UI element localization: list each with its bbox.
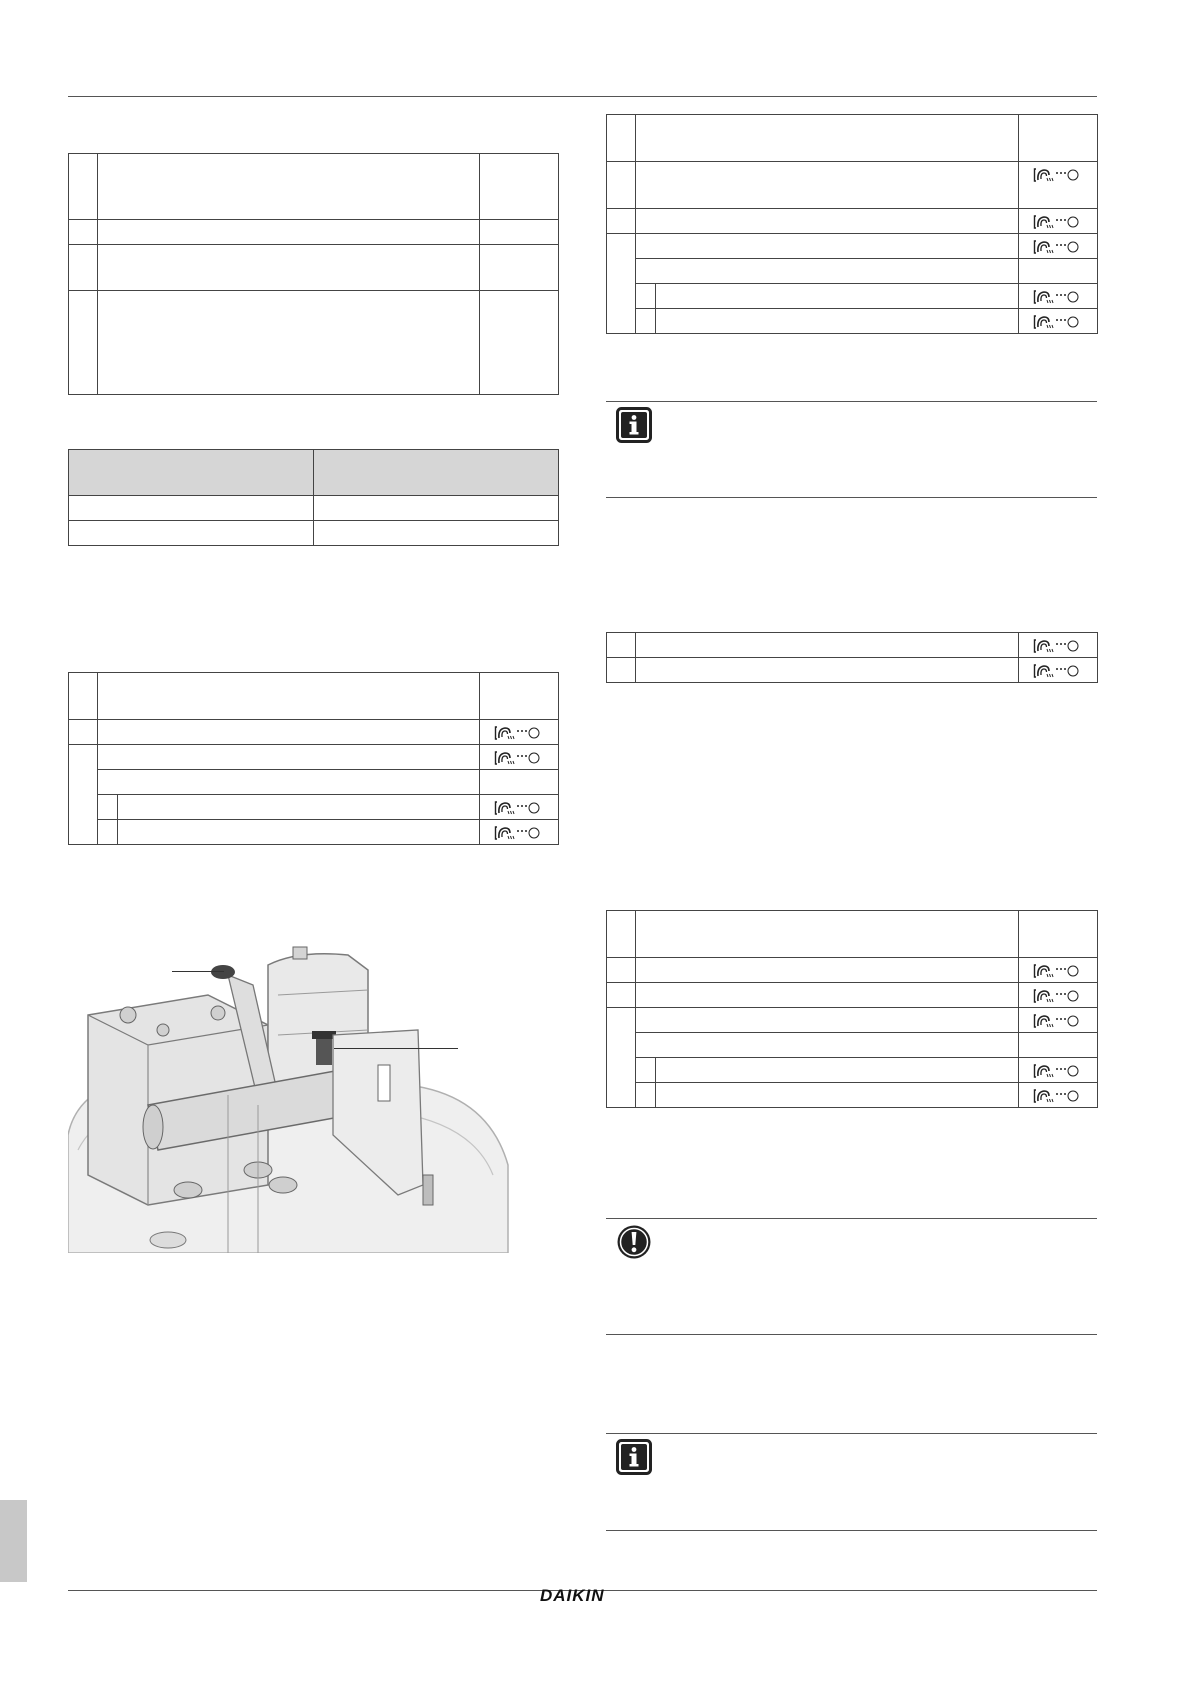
table-left-1 <box>68 153 559 395</box>
table-cell <box>118 795 480 820</box>
table-cell <box>636 1008 1019 1033</box>
notice-rule <box>606 401 1097 402</box>
table-cell <box>636 1083 656 1108</box>
table-row <box>69 745 559 770</box>
permission-cell <box>1019 983 1098 1008</box>
table-row <box>607 983 1098 1008</box>
table-row <box>69 245 559 291</box>
table-cell <box>636 309 656 334</box>
user-permission-icon <box>494 800 542 816</box>
permission-cell <box>480 745 559 770</box>
table-cell <box>607 234 636 334</box>
table-cell <box>636 209 1019 234</box>
table-row <box>607 958 1098 983</box>
table-cell <box>69 245 98 291</box>
table-cell <box>1019 1033 1098 1058</box>
table-cell <box>656 309 1019 334</box>
table-cell <box>98 154 480 220</box>
table-cell <box>636 162 1019 209</box>
table-cell <box>636 115 1019 162</box>
table-cell <box>69 496 314 521</box>
permission-cell <box>480 820 559 845</box>
table-left-3 <box>68 672 559 845</box>
table-right-2 <box>606 632 1098 683</box>
table-cell <box>636 1058 656 1083</box>
table-cell <box>480 154 559 220</box>
permission-cell <box>1019 1008 1098 1033</box>
permission-cell <box>1019 162 1098 209</box>
permission-cell <box>480 720 559 745</box>
user-permission-icon <box>1033 167 1081 183</box>
table-cell <box>636 1033 1019 1058</box>
info-icon <box>616 1439 652 1475</box>
table-right-3 <box>606 910 1098 1108</box>
table-cell <box>480 291 559 395</box>
table-row <box>69 521 559 546</box>
callout-line-1 <box>172 971 224 972</box>
table-cell <box>98 291 480 395</box>
table-row <box>607 209 1098 234</box>
table-cell <box>98 673 480 720</box>
page-side-tab <box>0 1500 27 1582</box>
notice-rule <box>606 1218 1097 1219</box>
table-row <box>607 115 1098 162</box>
permission-cell <box>1019 1083 1098 1108</box>
table-row <box>69 154 559 220</box>
table-cell <box>636 234 1019 259</box>
table-cell <box>480 245 559 291</box>
table-cell <box>636 658 1019 683</box>
table-cell <box>656 1058 1019 1083</box>
table-cell <box>656 284 1019 309</box>
notice-rule <box>606 1433 1097 1434</box>
table-cell <box>69 154 98 220</box>
table-cell <box>98 245 480 291</box>
table-cell <box>636 284 656 309</box>
table-header-row <box>69 450 559 496</box>
table-row <box>607 1033 1098 1058</box>
user-permission-icon <box>1033 1063 1081 1079</box>
user-permission-icon <box>1033 289 1081 305</box>
exclamation-icon <box>616 1224 652 1260</box>
table-row <box>607 234 1098 259</box>
permission-cell <box>1019 958 1098 983</box>
table-cell <box>1019 911 1098 958</box>
table-cell <box>69 521 314 546</box>
table-row <box>69 220 559 245</box>
permission-cell <box>1019 658 1098 683</box>
permission-cell <box>1019 284 1098 309</box>
table-row <box>69 795 559 820</box>
table-row <box>607 309 1098 334</box>
table-row <box>607 911 1098 958</box>
table-cell <box>480 220 559 245</box>
table-row <box>607 633 1098 658</box>
table-cell <box>636 958 1019 983</box>
table-row <box>607 1058 1098 1083</box>
table-cell <box>98 745 480 770</box>
table-cell <box>98 720 480 745</box>
table-cell <box>607 1008 636 1108</box>
table-cell <box>607 209 636 234</box>
table-left-2 <box>68 449 559 546</box>
table-cell <box>607 633 636 658</box>
user-permission-icon <box>494 750 542 766</box>
table-cell <box>69 673 98 720</box>
permission-cell <box>1019 633 1098 658</box>
table-cell <box>314 496 559 521</box>
table-cell <box>636 911 1019 958</box>
table-cell <box>314 450 559 496</box>
table-cell <box>69 291 98 395</box>
table-row <box>607 162 1098 209</box>
table-cell <box>98 770 480 795</box>
table-row <box>607 658 1098 683</box>
table-right-1 <box>606 114 1098 334</box>
table-cell <box>636 259 1019 284</box>
notice-rule <box>606 1530 1097 1531</box>
daikin-logo: DAIKIN <box>540 1586 605 1605</box>
header-rule <box>68 96 1097 97</box>
table-cell <box>607 911 636 958</box>
user-permission-icon <box>494 725 542 741</box>
notice-rule <box>606 497 1097 498</box>
permission-cell <box>1019 234 1098 259</box>
table-cell <box>1019 259 1098 284</box>
permission-cell <box>1019 309 1098 334</box>
table-row <box>607 259 1098 284</box>
table-cell <box>69 745 98 845</box>
table-row <box>69 770 559 795</box>
table-cell <box>480 673 559 720</box>
user-permission-icon <box>1033 638 1081 654</box>
user-permission-icon <box>1033 314 1081 330</box>
table-cell <box>607 983 636 1008</box>
table-row <box>607 1083 1098 1108</box>
table-row <box>69 673 559 720</box>
permission-cell <box>1019 1058 1098 1083</box>
table-cell <box>98 220 480 245</box>
table-row <box>69 496 559 521</box>
table-row <box>69 720 559 745</box>
table-cell <box>1019 115 1098 162</box>
table-row <box>607 1008 1098 1033</box>
user-permission-icon <box>1033 214 1081 230</box>
table-cell <box>480 770 559 795</box>
notice-rule <box>606 1334 1097 1335</box>
user-permission-icon <box>1033 1088 1081 1104</box>
table-cell <box>69 720 98 745</box>
table-cell <box>607 958 636 983</box>
table-cell <box>656 1083 1019 1108</box>
table-cell <box>636 983 1019 1008</box>
permission-cell <box>1019 209 1098 234</box>
table-cell <box>636 633 1019 658</box>
table-cell <box>69 450 314 496</box>
user-permission-icon <box>1033 239 1081 255</box>
unit-illustration <box>68 935 510 1253</box>
user-permission-icon <box>1033 988 1081 1004</box>
table-cell <box>118 820 480 845</box>
table-row <box>69 291 559 395</box>
permission-cell <box>480 795 559 820</box>
table-row <box>69 820 559 845</box>
table-cell <box>69 220 98 245</box>
table-cell <box>314 521 559 546</box>
table-cell <box>98 795 118 820</box>
user-permission-icon <box>1033 1013 1081 1029</box>
table-cell <box>607 115 636 162</box>
info-icon <box>616 407 652 443</box>
table-cell <box>607 162 636 209</box>
user-permission-icon <box>1033 663 1081 679</box>
table-cell <box>98 820 118 845</box>
table-cell <box>607 658 636 683</box>
callout-line-2 <box>334 1048 458 1049</box>
user-permission-icon <box>1033 963 1081 979</box>
table-row <box>607 284 1098 309</box>
user-permission-icon <box>494 825 542 841</box>
